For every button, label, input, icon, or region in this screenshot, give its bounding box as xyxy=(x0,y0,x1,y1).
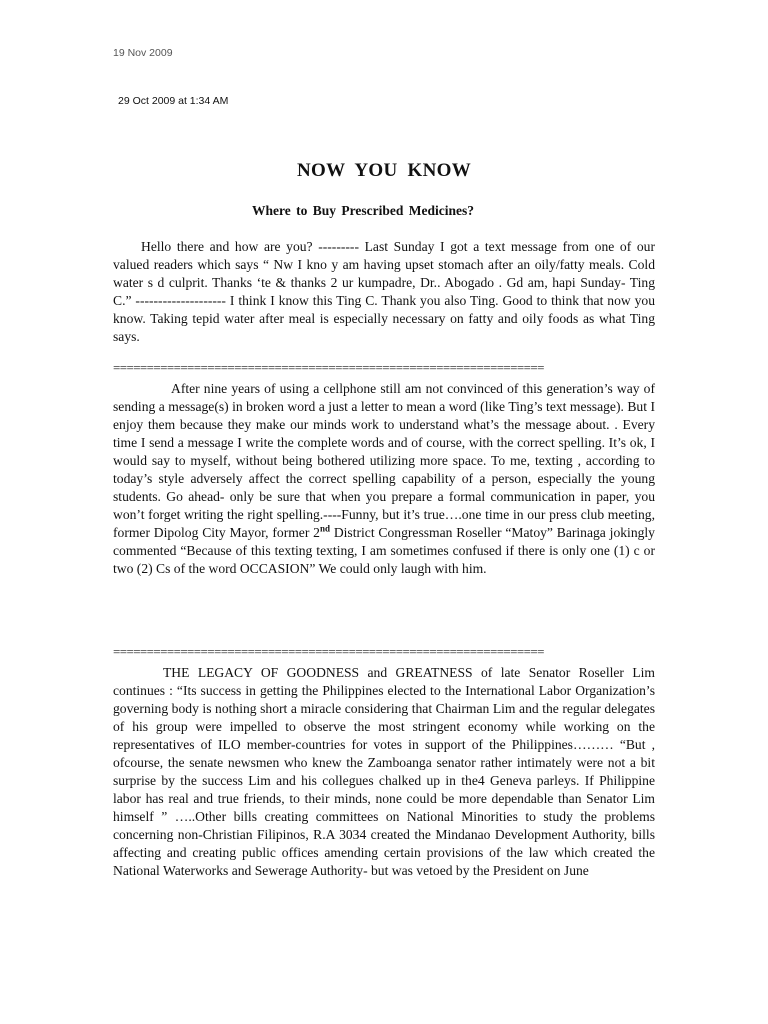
paragraph-2-text-cont: District Congressman Roseller “Matoy” Barinaga jokingly commented “Because of this texting texting, I am sometimes confused if there is only one (1) c or two (2) Cs of the word OCCASION” We could only laugh with him. xyxy=(113,525,655,576)
post-date: 19 Nov 2009 xyxy=(113,47,173,59)
paragraph-3 xyxy=(113,664,655,880)
paragraph-3-text: THE LEGACY OF GOODNESS and GREATNESS of late Senator Roseller Lim continues : “Its success in getting the Philippines elected to the International Labor Organization’s governing body is nothing short a miracle considering that Chairman Lim and the regular delegates of his group were impelled to observe the most stringent economy while working on the representatives of ILO member-countries for votes in support of the Philippines……… “But , ofcourse, the senate newsmen who knew the Zamboanga senator rather intimately were not a bit surprise by the success Lim and his collegues chalked up in the4 Geneva parleys. If Philippine labor has real and true friends, to their minds, none could be more dependable than Senator Lim himself ” …..Other bills creating committees on National Minorities to study the problems concerning non-Christian Filipinos, R.A 3034 created the Mindanao Development Authority, bills affecting and creating public offices amending certain provisions of the law which created the National Waterworks and Sewerage Authority- but was vetoed by the President on June xyxy=(113,665,655,878)
article-title: NOW YOU KNOW xyxy=(296,160,472,181)
article-subtitle: Where to Buy Prescribed Medicines? xyxy=(252,203,474,218)
divider-line: ================================================================ xyxy=(113,645,544,655)
paragraph-1 xyxy=(113,238,655,346)
paragraph-2-text: After nine years of using a cellphone still am not convinced of this generation’s way of sending a message(s) in broken word a just a letter to mean a word (like Ting’s text message). But I enjoy them because they make our minds work to understand what’s the message about. . Every time I send a message I write the complete words and of course, with the correct spelling. It’s ok, I would say to myself, without being bothered utilizing more space. To me, texting , according to today’s style adversely affect the correct spelling capability of a person, especially the young students. Go ahead- only be sure that when you prepare a formal communication in paper, you won’t forget writing the right spelling.----Funny, but it’s true….one time in our press club meeting, former Dipolog City Mayor, former 2 xyxy=(113,381,655,540)
ordinal-superscript: nd xyxy=(319,523,330,534)
paragraph-2 xyxy=(113,380,655,578)
post-timestamp: 29 Oct 2009 at 1:34 AM xyxy=(118,95,229,107)
paragraph-1-text: Hello there and how are you? --------- Last Sunday I got a text message from one of our valued readers which says “ Nw I kno y am having upset stomach after an oily/fatty meals. Cold water s d culprit. Thanks ‘te & thanks 2 ur kumpadre, Dr.. Abogado . Gd am, hapi Sunday- Ting C.” -------------------- I think I know this Ting C. Thank you also Ting. Good to think that now you know. Taking tepid water after meal is especially necessary on fatty and oily foods as what Ting says. xyxy=(113,239,655,344)
divider-line: ================================================================ xyxy=(113,361,544,371)
